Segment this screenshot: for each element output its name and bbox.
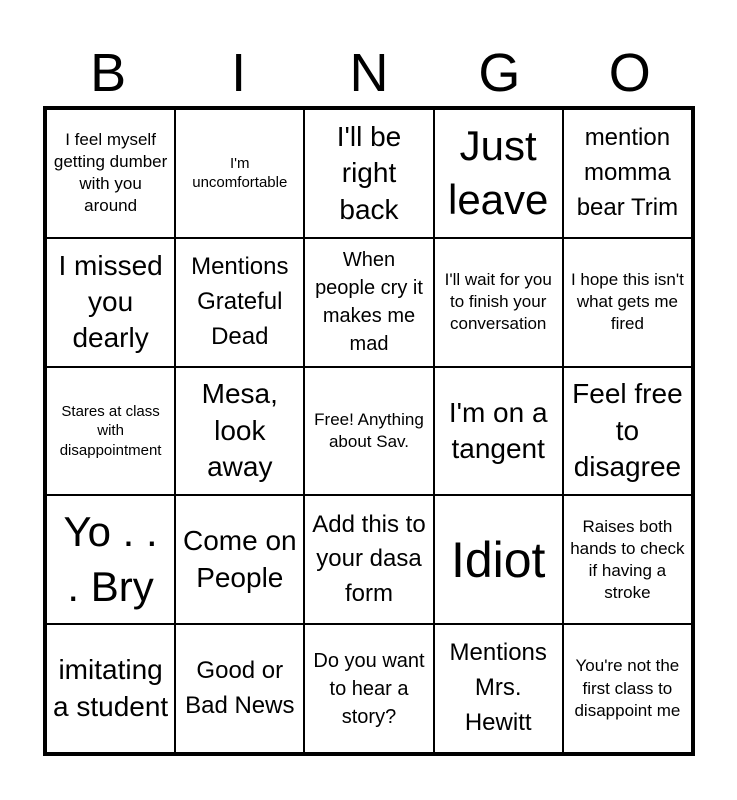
cell-text: Yo . . . Bry — [63, 508, 158, 610]
bingo-cell[interactable] — [563, 624, 692, 753]
cell-text: Feel free to disagree — [572, 378, 683, 483]
bingo-cell[interactable] — [563, 109, 692, 238]
cell-text: Mentions Grateful Dead — [191, 253, 289, 350]
bingo-cell[interactable] — [46, 109, 175, 238]
bingo-cell[interactable] — [304, 238, 433, 367]
bingo-cell[interactable] — [175, 367, 304, 496]
cell-text: I'll be right back — [336, 120, 402, 225]
bingo-cell[interactable] — [46, 495, 175, 624]
cell-text: Idiot — [450, 531, 546, 588]
bingo-cell[interactable] — [175, 109, 304, 238]
cell-text: Do you want to hear a story? — [313, 649, 425, 728]
bingo-cell[interactable] — [304, 624, 433, 753]
bingo-cell[interactable] — [304, 109, 433, 238]
bingo-cell[interactable] — [563, 238, 692, 367]
cell-text: mention momma bear Trim — [576, 124, 679, 221]
bingo-cell[interactable] — [304, 495, 433, 624]
cell-text: I'll wait for you to finish your conversation — [444, 270, 552, 334]
cell-text: Mesa, look away — [201, 378, 278, 483]
bingo-cell[interactable] — [434, 624, 563, 753]
header-letter-b: B — [90, 43, 127, 103]
bingo-cell[interactable] — [175, 495, 304, 624]
cell-text: I feel myself getting dumber with you around — [53, 130, 168, 216]
cell-text: I hope this isn't what gets me fired — [570, 270, 684, 334]
cell-text: Good or Bad News — [185, 656, 295, 719]
cell-text: Just leave — [447, 121, 549, 224]
bingo-cell[interactable] — [563, 495, 692, 624]
header-letter-i: I — [231, 43, 247, 103]
bingo-cell[interactable] — [46, 624, 175, 753]
bingo-cell[interactable] — [434, 367, 563, 496]
bingo-cell[interactable] — [434, 109, 563, 238]
bingo-cell[interactable] — [434, 238, 563, 367]
bingo-cell[interactable] — [175, 624, 304, 753]
cell-text: imitating a student — [53, 654, 169, 722]
cell-text: Add this to your dasa form — [312, 510, 426, 608]
bingo-cell[interactable] — [175, 238, 304, 367]
bingo-header — [43, 40, 695, 106]
cell-text: I'm uncomfortable — [192, 154, 288, 192]
cell-text: I'm on a tangent — [448, 396, 548, 464]
header-letter-o: O — [608, 43, 651, 103]
bingo-board — [43, 106, 695, 756]
cell-text: Raises both hands to check if having a stroke — [570, 516, 685, 602]
cell-text: Stares at class with disappointment — [59, 402, 162, 459]
cell-text: Mentions Mrs. Hewitt — [449, 639, 547, 736]
header-letter-n: N — [349, 43, 389, 103]
cell-text: When people cry it makes me mad — [315, 249, 423, 356]
bingo-cell[interactable] — [434, 495, 563, 624]
cell-text: You're not the first class to disappoint me — [574, 656, 681, 720]
bingo-cell[interactable] — [46, 367, 175, 496]
free-space-cell[interactable] — [304, 367, 433, 496]
bingo-cell[interactable] — [46, 238, 175, 367]
header-letter-g: G — [478, 43, 521, 103]
cell-text: Free! Anything about Sav. — [314, 409, 424, 451]
cell-text: I missed you dearly — [58, 249, 163, 354]
bingo-cell[interactable] — [563, 367, 692, 496]
cell-text: Come on People — [182, 525, 297, 593]
